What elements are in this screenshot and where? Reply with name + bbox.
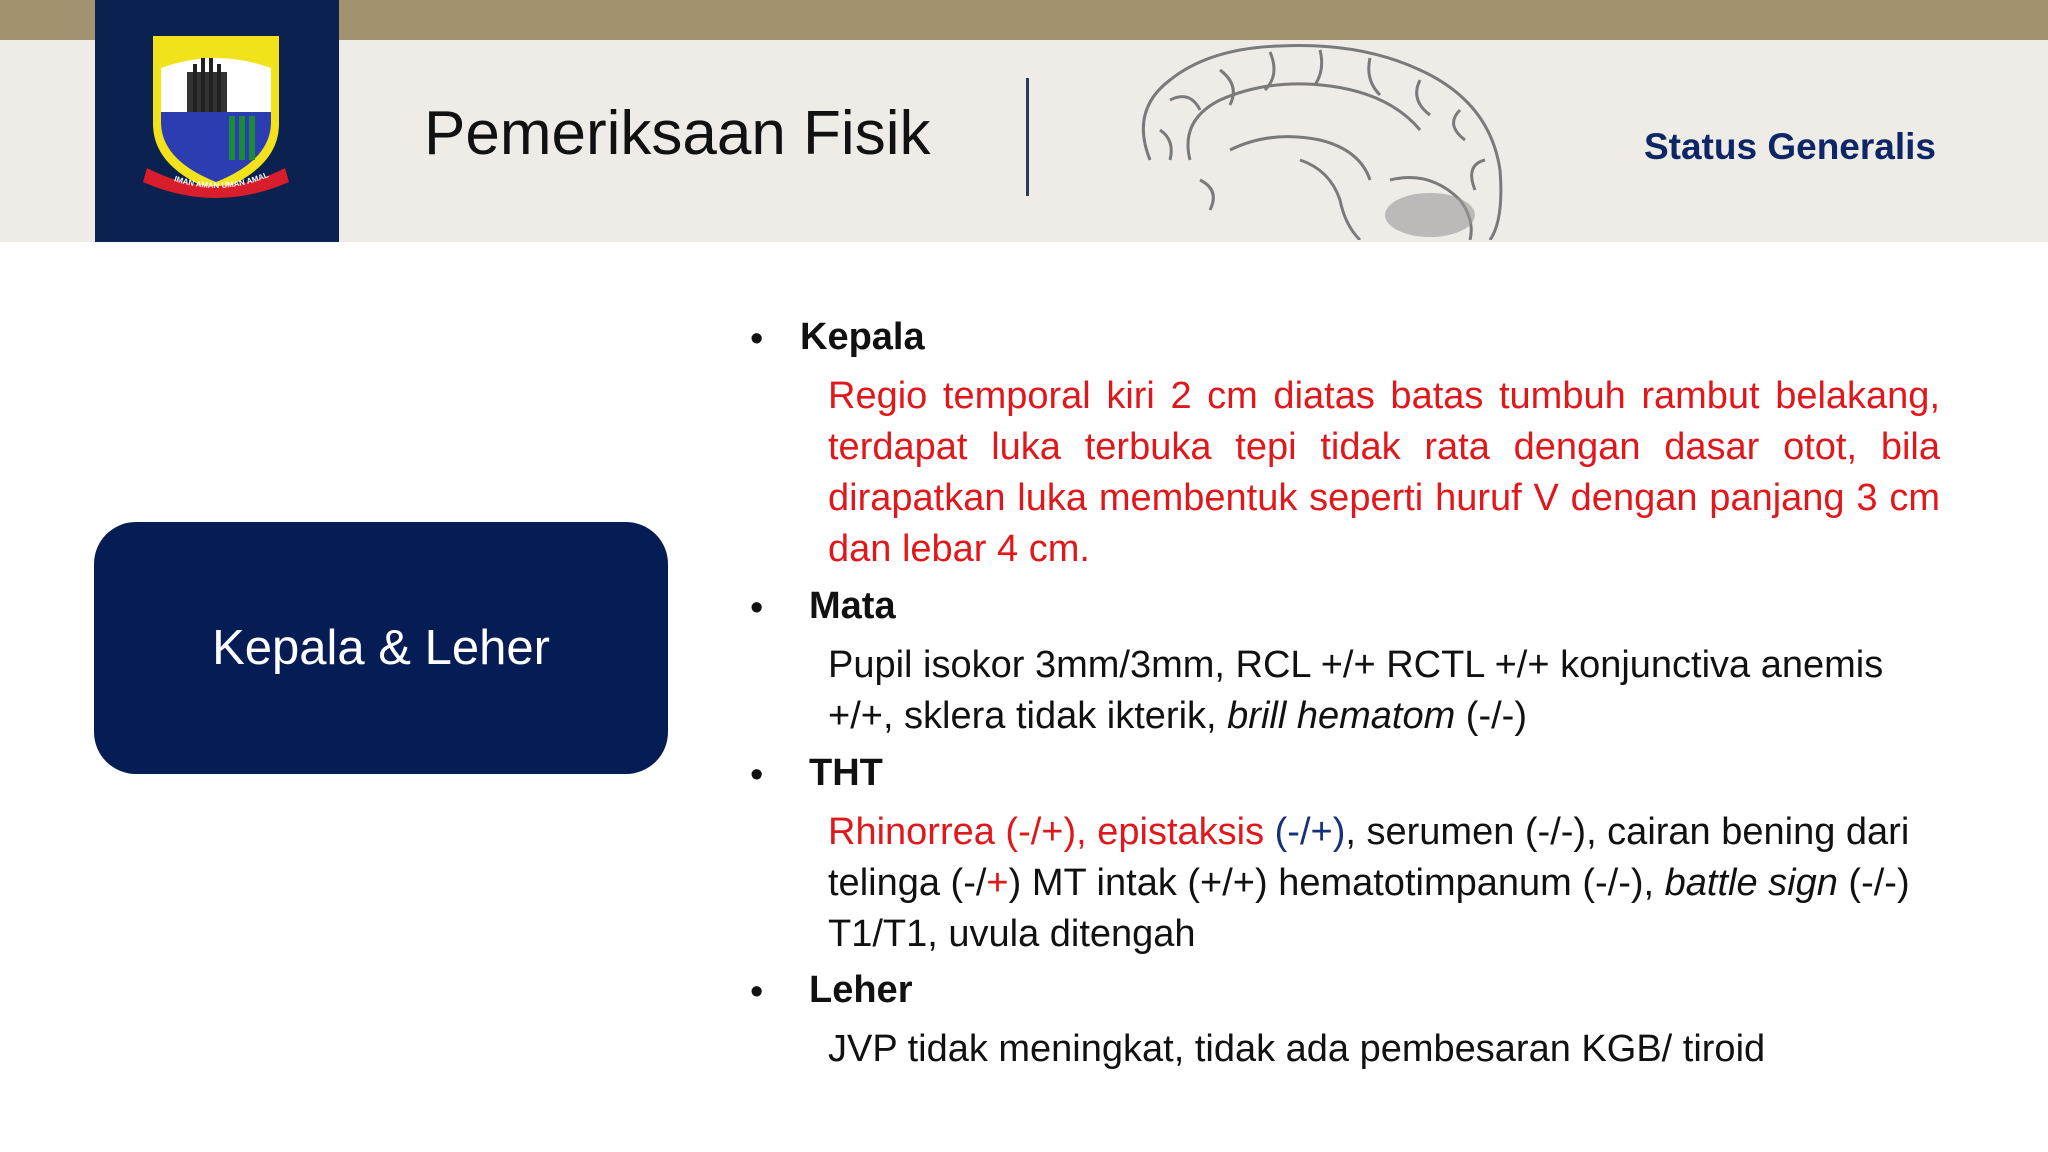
bullet-icon: •	[750, 587, 764, 629]
bullet-icon: •	[750, 318, 764, 360]
section-label: Status Generalis	[1643, 126, 1936, 167]
tht-red-text: Rhinorrea (-/+), epistaksis	[828, 811, 1275, 853]
item-heading-leher: Leher	[809, 969, 913, 1011]
item-heading-kepala: Kepala	[800, 316, 925, 358]
tht-text: , serumen (-/-), cairan bening dari telinga (-/	[828, 811, 1910, 904]
page-title: Pemeriksaan Fisik	[424, 99, 931, 168]
university-crest-logo	[143, 28, 289, 200]
item-body-tht	[828, 807, 1940, 960]
tht-text-2: ) MT intak (+/+) hematotimpanum (-/-),	[1008, 862, 1665, 904]
bullet-icon: •	[750, 971, 764, 1013]
mata-text-end: (-/-)	[1455, 695, 1527, 737]
category-label: Kepala & Leher	[212, 621, 550, 675]
tht-red-plus: +	[986, 862, 1009, 904]
bullet-icon: •	[750, 754, 764, 796]
item-heading-mata: Mata	[809, 585, 896, 627]
item-heading-tht: THT	[809, 752, 883, 794]
item-body-kepala: Regio temporal kiri 2 cm diatas batas tumbuh rambut belakang, terdapat luka terbuka tepi tidak rata dengan dasar otot, bila dirapatkan luka membentuk seperti huruf V dengan panjang 3 cm dan lebar 4 cm.	[828, 375, 1940, 570]
tht-text-end: (-/-) T1/T1, uvula ditengah	[828, 862, 1910, 955]
mata-italic-term: brill hematom	[1227, 695, 1456, 737]
brain-illustration	[1130, 40, 1512, 240]
header-divider	[1026, 78, 1029, 196]
tht-italic-term: battle sign	[1664, 862, 1838, 904]
tht-blue-text: (-/+)	[1274, 811, 1346, 853]
mata-text: Pupil isokor 3mm/3mm, RCL +/+ RCTL +/+ konjunctiva anemis +/+, sklera tidak ikterik,	[828, 644, 1884, 737]
logo-motto: IMAN AMAN UMAN AMAL	[173, 170, 270, 191]
item-body-leher: JVP tidak meningkat, tidak ada pembesaran KGB/ tiroid	[828, 1028, 1766, 1070]
item-body-mata	[828, 640, 1940, 742]
category-box	[94, 522, 668, 774]
